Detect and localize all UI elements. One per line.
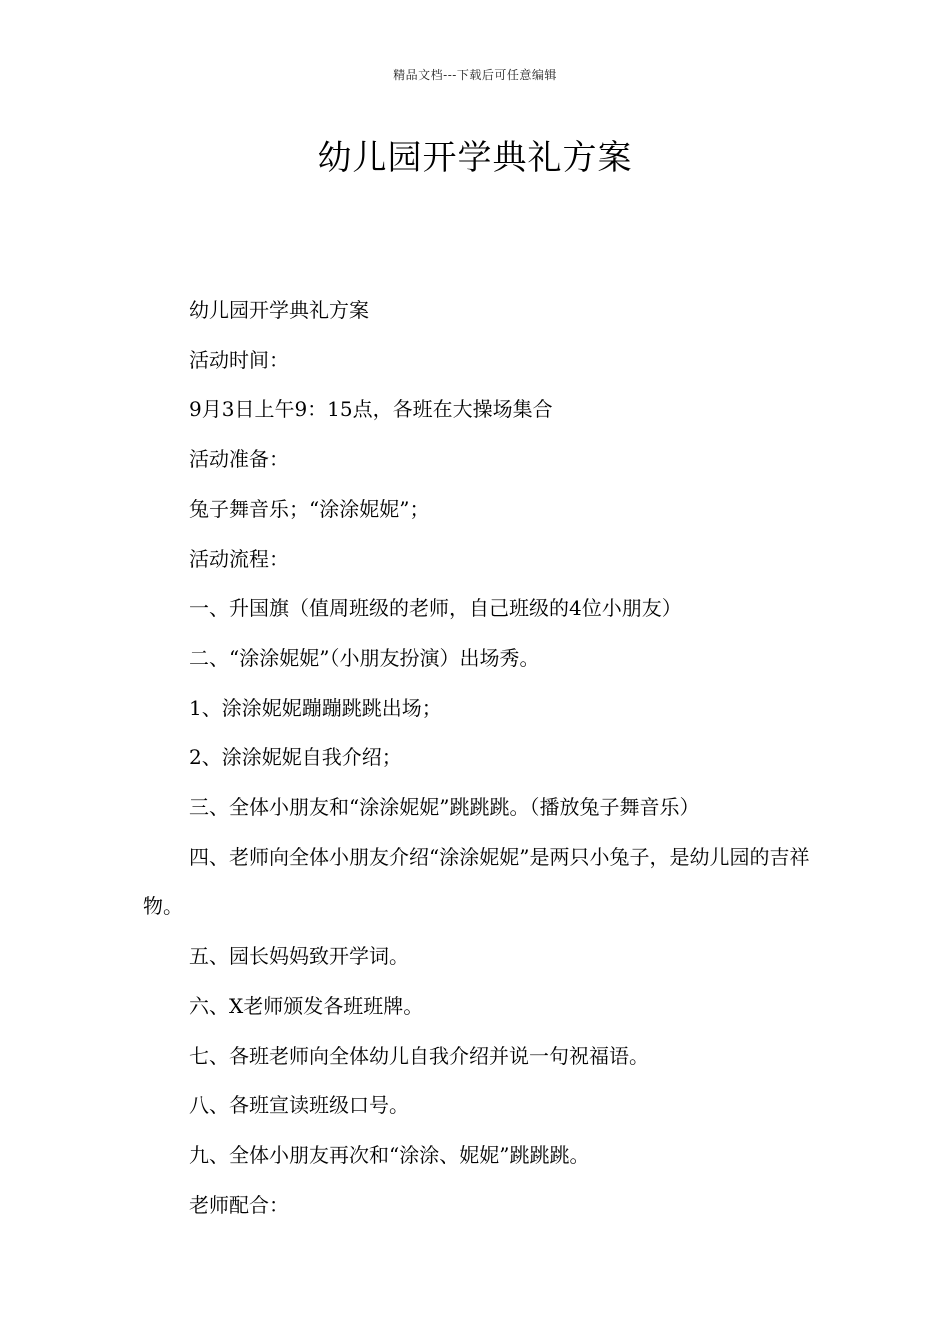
paragraph-time-heading: 活动时间： — [189, 347, 289, 372]
paragraph-step-2: 二、“涂涂妮妮”（小朋友扮演）出场秀。 — [189, 645, 540, 670]
paragraph-step-4: 四、老师向全体小朋友介绍“涂涂妮妮”是两只小兔子，是幼儿园的吉祥物。 — [143, 844, 810, 919]
paragraph-step-9: 九、全体小朋友再次和“涂涂、妮妮”跳跳跳。 — [189, 1142, 590, 1167]
paragraph-time: 9月3日上午9：15点，各班在大操场集合 — [189, 397, 553, 422]
paragraph-step-1: 一、升国旗（值周班级的老师，自己班级的4位小朋友） — [189, 596, 682, 621]
paragraph-step-2-1: 1、涂涂妮妮蹦蹦跳跳出场； — [189, 695, 442, 720]
paragraph-flow-heading: 活动流程： — [189, 546, 289, 571]
paragraph-step-3: 三、全体小朋友和“涂涂妮妮”跳跳跳。（播放兔子舞音乐） — [189, 795, 700, 820]
paragraph-step-7: 七、各班老师向全体幼儿自我介绍并说一句祝福语。 — [189, 1043, 649, 1068]
page-header-note: 精品文档---下载后可任意编辑 — [393, 68, 557, 82]
paragraph-subtitle: 幼儿园开学典礼方案 — [189, 298, 369, 322]
document-title: 幼儿园开学典礼方案 — [317, 138, 633, 178]
paragraph-step-8: 八、各班宣读班级口号。 — [189, 1093, 409, 1118]
paragraph-step-2-2: 2、涂涂妮妮自我介绍； — [189, 745, 402, 770]
paragraph-teacher-heading: 老师配合： — [189, 1192, 289, 1217]
paragraph-step-6: 六、X老师颁发各班班牌。 — [189, 993, 424, 1018]
document-body — [143, 286, 811, 1230]
paragraph-prep-heading: 活动准备： — [189, 447, 289, 472]
paragraph-step-5: 五、园长妈妈致开学词。 — [189, 944, 409, 969]
paragraph-prep: 兔子舞音乐；“涂涂妮妮”； — [189, 496, 430, 521]
